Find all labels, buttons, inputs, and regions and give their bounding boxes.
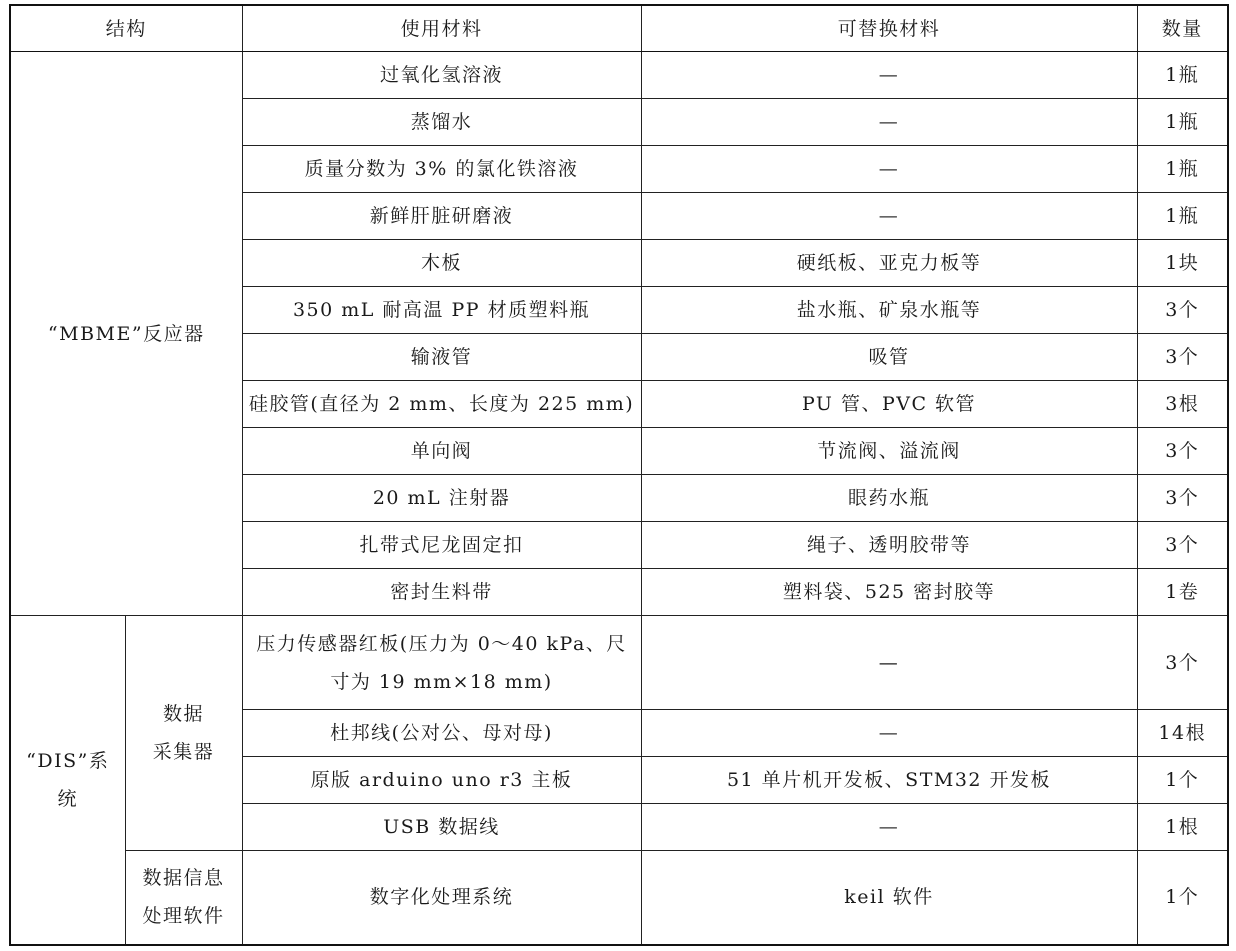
alternative-cell: PU 管、PVC 软管	[641, 381, 1137, 428]
material-cell: 扎带式尼龙固定扣	[242, 522, 641, 569]
alternative-cell: 塑料袋、525 密封胶等	[641, 569, 1137, 616]
material-cell: 硅胶管(直径为 2 mm、长度为 225 mm)	[242, 381, 641, 428]
material-cell: 数字化处理系统	[242, 851, 641, 945]
quantity-cell: 3根	[1137, 381, 1228, 428]
subgroup-collector-line-1: 数据	[163, 703, 205, 725]
material-cell: 密封生料带	[242, 569, 641, 616]
material-cell: 新鲜肝脏研磨液	[242, 193, 641, 240]
table-row	[10, 52, 1228, 99]
quantity-cell: 3个	[1137, 616, 1228, 710]
alternative-cell: —	[641, 52, 1137, 99]
subgroup-software-line-2: 处理软件	[142, 905, 225, 928]
alternative-cell: —	[641, 804, 1137, 851]
group-dis: “DIS”系统	[10, 616, 125, 945]
quantity-cell: 1块	[1137, 240, 1228, 287]
quantity-cell: 1根	[1137, 804, 1228, 851]
materials-table	[9, 4, 1229, 946]
material-cell: 20 mL 注射器	[242, 475, 641, 522]
material-line-2: 寸为 19 mm×18 mm)	[330, 670, 553, 693]
material-cell: 木板	[242, 240, 641, 287]
alternative-cell: —	[641, 710, 1137, 757]
material-cell: 蒸馏水	[242, 99, 641, 146]
material-cell: USB 数据线	[242, 804, 641, 851]
quantity-cell: 3个	[1137, 475, 1228, 522]
alternative-cell: 眼药水瓶	[641, 475, 1137, 522]
table-row	[10, 851, 1228, 945]
alternative-cell: 吸管	[641, 334, 1137, 381]
header-row	[10, 5, 1228, 52]
alternative-cell: keil 软件	[641, 851, 1137, 945]
quantity-cell: 3个	[1137, 522, 1228, 569]
material-line-1: 压力传感器红板(压力为 0～40 kPa、尺	[256, 632, 627, 655]
alternative-cell: —	[641, 146, 1137, 193]
header-material: 使用材料	[242, 5, 641, 52]
materials-table-wrapper	[9, 4, 1229, 946]
subgroup-software	[125, 851, 242, 945]
quantity-cell: 1个	[1137, 851, 1228, 945]
quantity-cell: 1瓶	[1137, 99, 1228, 146]
quantity-cell: 3个	[1137, 334, 1228, 381]
alternative-cell: 硬纸板、亚克力板等	[641, 240, 1137, 287]
alternative-cell: —	[641, 99, 1137, 146]
material-cell: 输液管	[242, 334, 641, 381]
material-cell: 350 mL 耐高温 PP 材质塑料瓶	[242, 287, 641, 334]
quantity-cell: 1瓶	[1137, 146, 1228, 193]
quantity-cell: 3个	[1137, 428, 1228, 475]
subgroup-collector	[125, 616, 242, 851]
header-structure: 结构	[10, 5, 242, 52]
quantity-cell: 14根	[1137, 710, 1228, 757]
alternative-cell: —	[641, 616, 1137, 710]
quantity-cell: 1卷	[1137, 569, 1228, 616]
material-cell: 过氧化氢溶液	[242, 52, 641, 99]
material-cell: 质量分数为 3% 的氯化铁溶液	[242, 146, 641, 193]
alternative-cell: 绳子、透明胶带等	[641, 522, 1137, 569]
header-alternative: 可替换材料	[641, 5, 1137, 52]
quantity-cell: 1瓶	[1137, 52, 1228, 99]
material-cell: 原版 arduino uno r3 主板	[242, 757, 641, 804]
group-reactor: “MBME”反应器	[10, 52, 242, 616]
header-quantity: 数量	[1137, 5, 1228, 52]
material-cell: 杜邦线(公对公、母对母)	[242, 710, 641, 757]
subgroup-software-line-1: 数据信息	[142, 867, 225, 890]
quantity-cell: 1瓶	[1137, 193, 1228, 240]
alternative-cell: —	[641, 193, 1137, 240]
table-row	[10, 616, 1228, 710]
alternative-cell: 盐水瓶、矿泉水瓶等	[641, 287, 1137, 334]
quantity-cell: 1个	[1137, 757, 1228, 804]
alternative-cell: 节流阀、溢流阀	[641, 428, 1137, 475]
subgroup-collector-line-2: 采集器	[152, 741, 215, 763]
material-cell	[242, 616, 641, 710]
material-cell: 单向阀	[242, 428, 641, 475]
alternative-cell: 51 单片机开发板、STM32 开发板	[641, 757, 1137, 804]
quantity-cell: 3个	[1137, 287, 1228, 334]
